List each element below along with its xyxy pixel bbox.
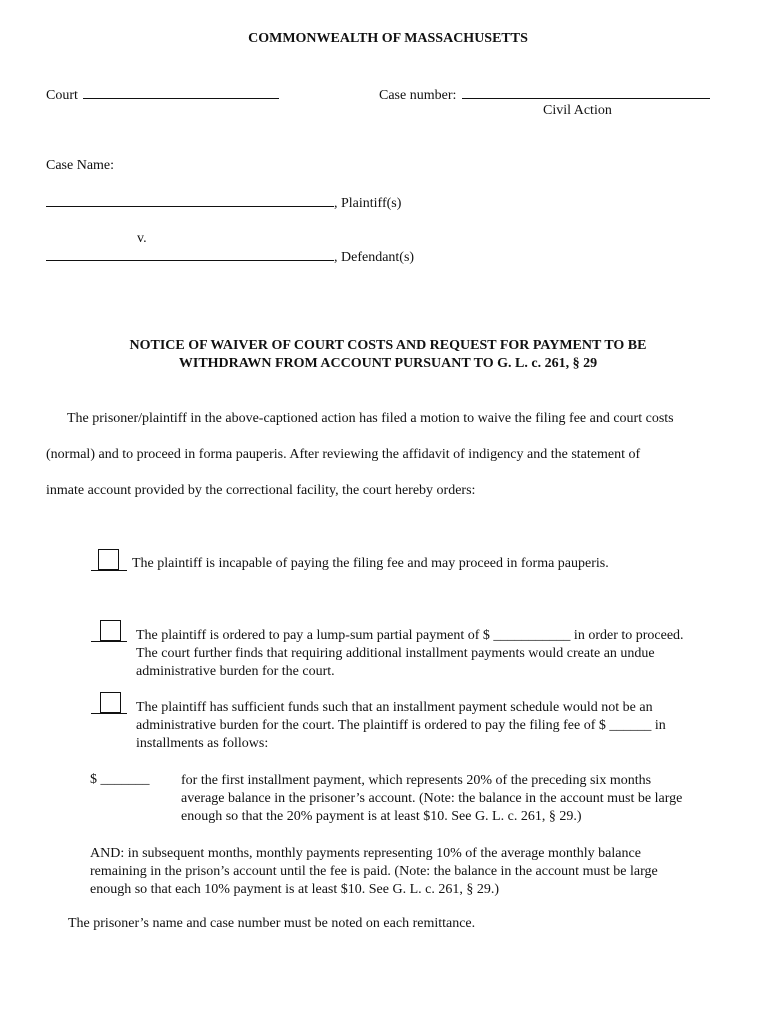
plaintiff-blank[interactable] [46, 194, 334, 207]
option-3-checkbox[interactable] [100, 692, 121, 713]
option-2-text: The plaintiff is ordered to pay a lump-sum partial payment of $ ___________ in order to proceed. The court further finds that requiring additional installment payments would create an undue administrative burden for the court. [136, 628, 684, 679]
defendant-field [46, 248, 414, 266]
option-1-checkbox-underline [91, 570, 127, 571]
option-1-text: The plaintiff is incapable of paying the filing fee and may proceed in forma pauperis. [132, 556, 609, 571]
defendant-label: , Defendant(s) [334, 250, 415, 265]
notice-title-line-1: NOTICE OF WAIVER OF COURT COSTS AND REQUEST FOR PAYMENT TO BE [129, 338, 647, 353]
court-field [46, 86, 279, 104]
installment-amount-blank[interactable]: $ _______ [90, 772, 150, 787]
case-number-blank[interactable] [462, 86, 710, 99]
body-line-2: (normal) and to proceed in forma pauperis. After reviewing the affidavit of indigency and the statement of [46, 447, 641, 462]
installment-text: for the first installment payment, which represents 20% of the preceding six months average balance in the prisoner’s account. (Note: the balance in the account must be large enough so that the 20% payment is at least $10. See G. L. c. 261, § 29.) [181, 773, 683, 824]
plaintiff-field [46, 194, 401, 212]
notice-title-line-2: WITHDRAWN FROM ACCOUNT PURSUANT TO G. L. c. 261, § 29 [178, 356, 598, 371]
case-name-label: Case Name: [46, 158, 115, 173]
case-number-label: Case number: [379, 88, 457, 103]
plaintiff-label: , Plaintiff(s) [334, 196, 402, 211]
court-blank[interactable] [83, 86, 279, 99]
option-2-checkbox[interactable] [100, 620, 121, 641]
body-line-3: inmate account provided by the correctional facility, the court hereby orders: [46, 483, 476, 498]
court-label: Court [46, 88, 78, 103]
civil-action-label: Civil Action [543, 103, 612, 118]
body-line-1: The prisoner/plaintiff in the above-captioned action has filed a motion to waive the filing fee and court costs [67, 411, 674, 426]
option-2-checkbox-underline [91, 641, 127, 642]
subsequent-payments-text: AND: in subsequent months, monthly payments representing 10% of the average monthly balance remaining in the prison’s account until the fee is paid. (Note: the balance in the account must be large enough so that each 10% payment is at least $10. See G. L. c. 261, § 29.) [90, 846, 658, 897]
option-3-text: The plaintiff has sufficient funds such that an installment payment schedule would not be an administrative burden for the court. The plaintiff is ordered to pay the filing fee of $ ______ in installments as follows: [136, 700, 666, 751]
remittance-note: The prisoner’s name and case number must be noted on each remittance. [68, 916, 476, 931]
option-1-checkbox[interactable] [98, 549, 119, 570]
option-3-checkbox-underline [91, 713, 127, 714]
defendant-blank[interactable] [46, 248, 334, 261]
case-number-field [379, 86, 710, 104]
versus-label: v. [137, 231, 147, 246]
page-title: COMMONWEALTH OF MASSACHUSETTS [248, 31, 528, 46]
